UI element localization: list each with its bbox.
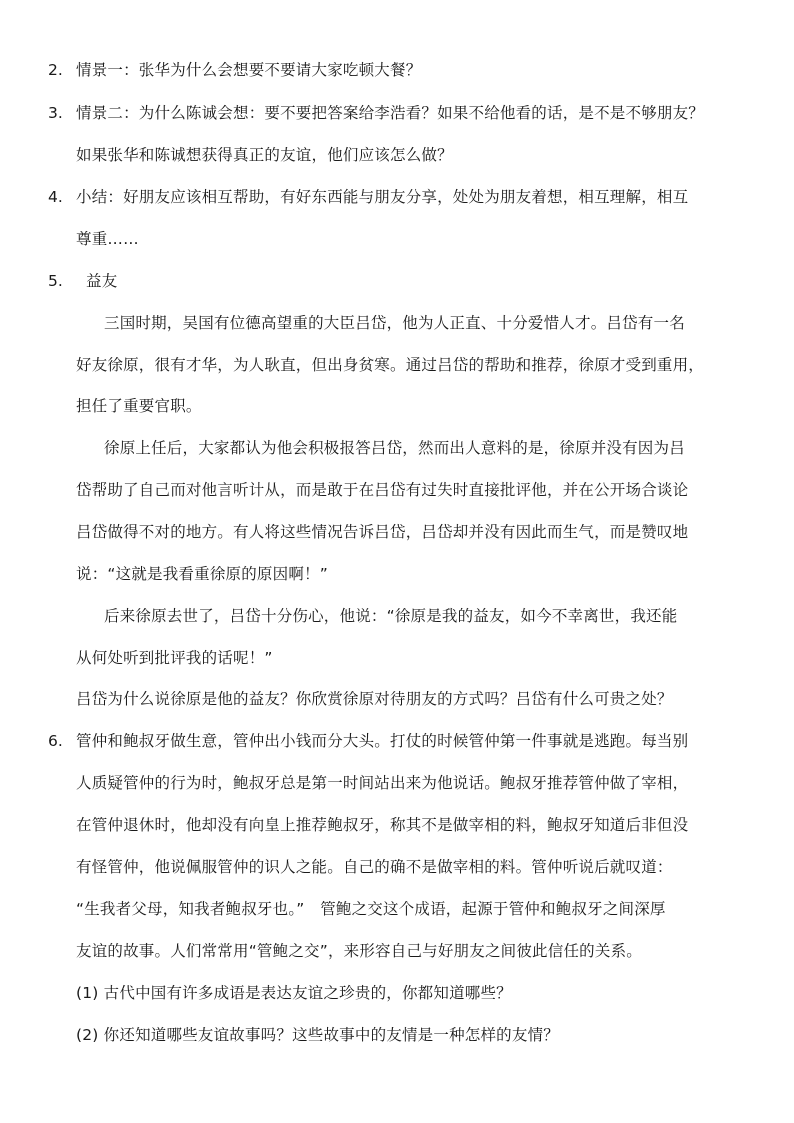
item-number: 5.	[48, 272, 63, 290]
sub-question: (2) 你还知道哪些友谊故事吗？这些故事中的友情是一种怎样的友情？	[76, 1026, 559, 1044]
item-text: “生我者父母，知我者鲍叔牙也。” 管鲍之交这个成语，起源于管仲和鲍叔牙之间深厚	[76, 900, 666, 918]
story-line: 吕岱做得不对的地方。有人将这些情况告诉吕岱，吕岱却并没有因此而生气，而是赞叹地	[76, 523, 689, 541]
item-text: 情景二：为什么陈诚会想：要不要把答案给李浩看？如果不给他看的话，是不是不够朋友？	[76, 104, 705, 122]
item-text: 如果张华和陈诚想获得真正的友谊，他们应该怎么做？	[76, 146, 453, 164]
item-text: 益友	[86, 272, 118, 290]
story-line: 岱帮助了自己而对他言听计从，而是敢于在吕岱有过失时直接批评他，并在公开场合谈论	[76, 481, 689, 499]
story-line: 从何处听到批评我的话呢！”	[76, 649, 273, 667]
item-text: 情景一：张华为什么会想要不要请大家吃顿大餐？	[76, 61, 422, 79]
item-text: 在管仲退休时，他却没有向皇上推荐鲍叔牙，称其不是做宰相的料，鲍叔牙知道后非但没	[76, 816, 689, 834]
story-line: 说：“这就是我看重徐原的原因啊！”	[76, 565, 328, 583]
story-line: 三国时期，吴国有位德高望重的大臣吕岱，他为人正直、十分爱惜人才。吕岱有一名	[104, 314, 685, 332]
item-number: 2.	[48, 61, 63, 79]
item-number: 4.	[48, 188, 63, 206]
sub-question: (1) 古代中国有许多成语是表达友谊之珍贵的，你都知道哪些？	[76, 984, 512, 1002]
item-number: 6.	[48, 732, 63, 750]
story-line: 后来徐原去世了，吕岱十分伤心，他说：“徐原是我的益友，如今不幸离世，我还能	[104, 607, 678, 625]
item-text: 尊重……	[76, 230, 139, 248]
item-text: 有怪管仲，他说佩服管仲的识人之能。自己的确不是做宰相的料。管仲听说后就叹道：	[76, 858, 673, 876]
story-line: 担任了重要官职。	[76, 397, 202, 415]
item-text: 小结：好朋友应该相互帮助，有好东西能与朋友分享，处处为朋友着想，相互理解，相互	[76, 188, 689, 206]
story-line: 好友徐原，很有才华，为人耿直，但出身贫寒。通过吕岱的帮助和推荐，徐原才受到重用，	[76, 356, 705, 374]
story-question: 吕岱为什么说徐原是他的益友？你欣赏徐原对待朋友的方式吗？吕岱有什么可贵之处？	[76, 690, 673, 708]
item-text: 友谊的故事。人们常常用“管鲍之交”，来形容自己与好朋友之间彼此信任的关系。	[76, 942, 642, 960]
story-line: 徐原上任后，大家都认为他会积极报答吕岱，然而出人意料的是，徐原并没有因为吕	[104, 439, 685, 457]
item-text: 管仲和鲍叔牙做生意，管仲出小钱而分大头。打仗的时候管仲第一件事就是逃跑。每当别	[76, 732, 689, 750]
item-number: 3.	[48, 104, 63, 122]
item-text: 人质疑管仲的行为时，鲍叔牙总是第一时间站出来为他说话。鲍叔牙推荐管仲做了宰相，	[76, 774, 689, 792]
